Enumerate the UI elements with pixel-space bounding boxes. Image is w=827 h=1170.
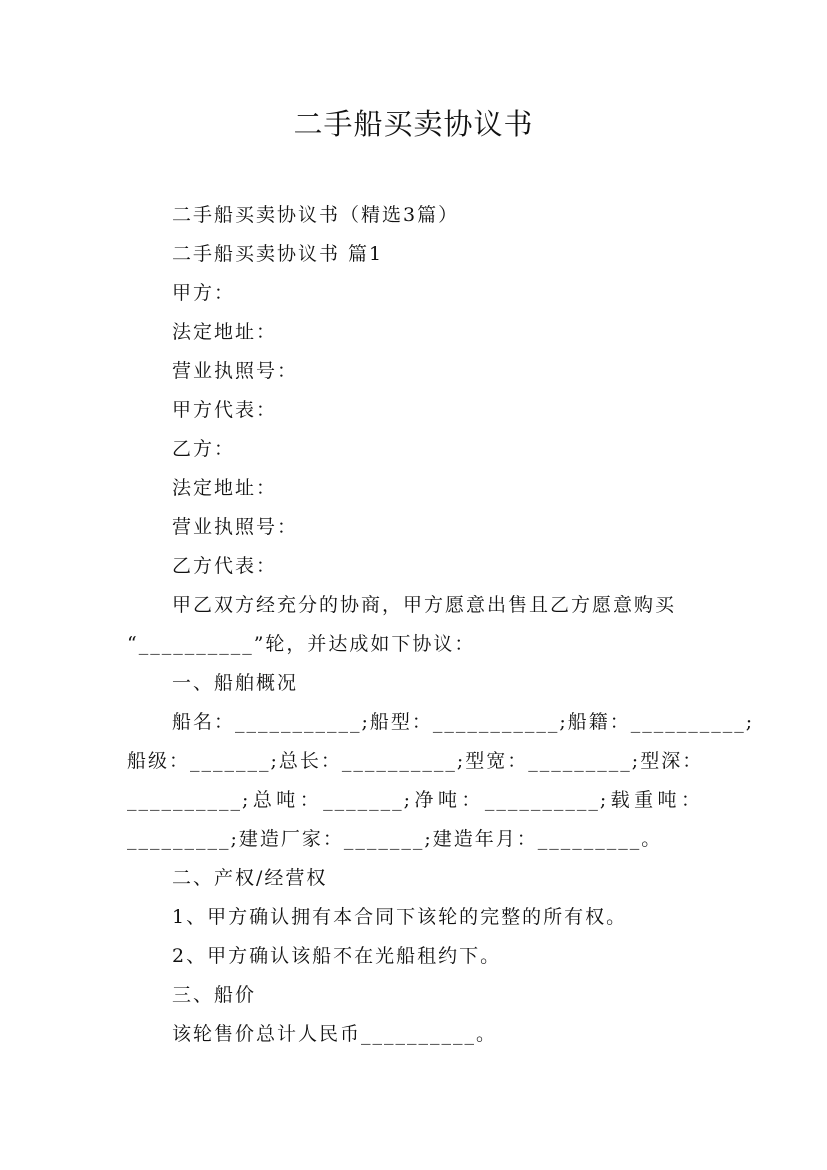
section-heading-ownership: 二、产权/经营权	[172, 867, 328, 889]
price-clause: 该轮售价总计人民币__________。	[172, 1023, 498, 1045]
section-heading-vessel-overview: 一、船舶概况	[172, 672, 299, 694]
party-b-address-label: 法定地址：	[172, 477, 278, 499]
document-title: 二手船买卖协议书	[293, 107, 534, 141]
section-heading-article-1: 二手船买卖协议书 篇1	[172, 243, 384, 265]
ownership-clause-2: 2、甲方确认该船不在光船租约下。	[172, 945, 502, 967]
party-b-license-label: 营业执照号：	[172, 516, 299, 538]
subtitle-line: 二手船买卖协议书（精选3篇）	[172, 204, 460, 226]
party-a-license-label: 营业执照号：	[172, 360, 299, 382]
party-b-representative-label: 乙方代表：	[172, 555, 278, 577]
party-b-label: 乙方：	[172, 438, 236, 460]
agreement-intro-line-2: “__________”轮，并达成如下协议：	[127, 633, 476, 655]
vessel-details-line-4: _________;建造厂家：_______;建造年月：_________。	[127, 828, 663, 850]
party-a-address-label: 法定地址：	[172, 321, 278, 343]
agreement-intro-line-1: 甲乙双方经充分的协商，甲方愿意出售且乙方愿意购买	[172, 594, 677, 616]
vessel-details-line-2: 船级：_______;总长：__________;型宽：_________;型深：	[127, 750, 704, 772]
section-heading-price: 三、船价	[172, 984, 257, 1006]
ownership-clause-1: 1、甲方确认拥有本合同下该轮的完整的所有权。	[172, 906, 628, 928]
vessel-details-line-1: 船名：___________;船型：___________;船籍：__________;	[172, 711, 755, 733]
vessel-details-line-3: __________;总吨：_______;净吨：__________;载重吨：	[127, 789, 702, 811]
document-body	[127, 196, 755, 1054]
party-a-representative-label: 甲方代表：	[172, 399, 278, 421]
party-a-label: 甲方：	[172, 282, 236, 304]
